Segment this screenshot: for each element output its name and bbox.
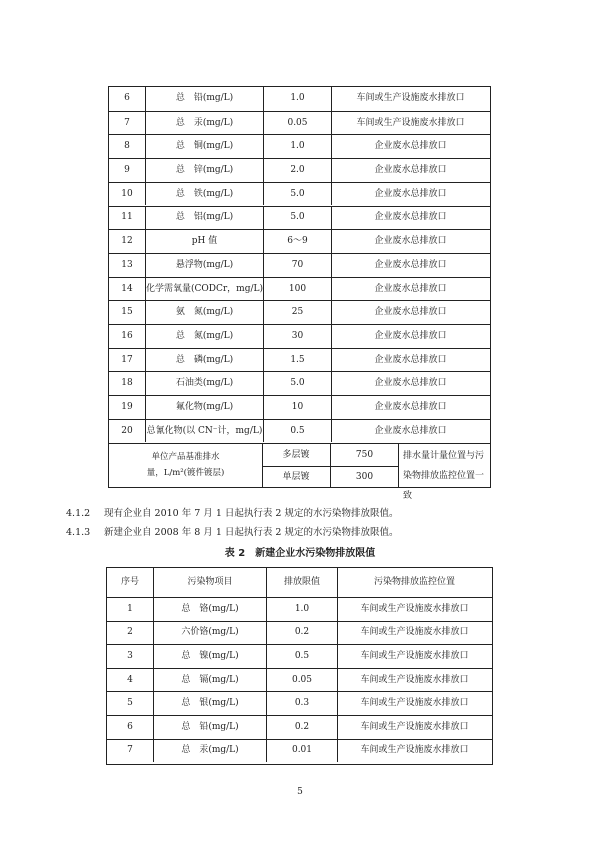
table-row [107,739,492,763]
cell-location: 企业废水总排放口 [331,420,489,443]
cell-limit: 1.0 [266,598,337,621]
cell-no: 4 [127,674,133,685]
cell-limit: 1.0 [263,87,331,111]
table-row [109,134,490,158]
cell-item: 总 铜(mg/L) [145,135,263,158]
cell-limit: 0.5 [266,645,337,668]
cell-limit: 0.3 [266,692,337,715]
cell-item: 总氰化物(以 CN⁻计，mg/L) [145,420,263,443]
table-row [109,229,490,253]
table-1-continued [108,86,491,501]
cell-location: 企业废水总排放口 [331,278,489,301]
cell-no: 9 [124,165,130,176]
unit-water-label-line1: 单位产品基准排水 [151,452,220,462]
cell-location: 企业废水总排放口 [331,325,489,348]
cell-no: 12 [121,236,133,247]
cell-item: 总 镉(mg/L) [153,669,266,692]
table-row [107,621,492,645]
clause-text: 新建企业自 2008 年 8 月 1 日起执行表 2 规定的水污染物排放限值。 [104,527,399,538]
table-row [109,277,490,301]
table-2 [106,567,493,765]
cell-no: 16 [121,330,133,341]
cell-limit: 0.5 [263,420,331,443]
table-row [109,324,490,348]
unit-water-label-line2: 量，L/m²(镀件镀层) [146,468,225,478]
cell-location: 车间或生产设施废水排放口 [331,112,489,135]
unit-water-location-divider [398,444,399,487]
cell-limit: 1.5 [263,349,331,372]
table-row [109,253,490,277]
cell-limit: 6～9 [263,230,331,253]
cell-item: 总 锌(mg/L) [145,159,263,182]
cell-limit: 5.0 [263,207,331,230]
cell-limit: 10 [263,396,331,419]
cell-no: 11 [121,212,133,223]
cell-limit: 2.0 [263,159,331,182]
table-row [109,111,490,135]
page-number: 5 [297,787,303,797]
cell-limit: 0.2 [266,716,337,739]
cell-location: 车间或生产设施废水排放口 [337,598,491,621]
cell-no: 17 [121,354,133,365]
cell-location: 车间或生产设施废水排放口 [337,716,491,739]
cell-limit: 100 [263,278,331,301]
paragraph-4-1-3 [66,527,398,539]
cell-limit: 5.0 [263,183,331,206]
cell-item: 总 氮(mg/L) [145,325,263,348]
cell-item: 化学需氧量(CODCr，mg/L) [145,278,263,301]
cell-location: 企业废水总排放口 [331,349,489,372]
multi-layer-label: 多层镀 [282,449,310,460]
header-limit: 排放限值 [266,568,337,597]
cell-no: 6 [127,721,133,732]
clause-number: 4.1.3 [66,527,91,538]
cell-no: 15 [121,307,133,318]
clause-number: 4.1.2 [66,508,91,519]
cell-location: 企业废水总排放口 [331,207,489,230]
table-row [109,87,490,111]
cell-item: 总 汞(mg/L) [145,112,263,135]
table-row-unit-water [109,443,490,501]
multi-layer-value: 750 [330,444,398,466]
cell-no: 7 [124,117,130,128]
cell-location: 企业废水总排放口 [331,372,489,395]
cell-item: 石油类(mg/L) [145,372,263,395]
cell-no: 13 [121,259,133,270]
cell-no: 14 [121,283,133,294]
cell-item: 悬浮物(mg/L) [145,254,263,277]
cell-no: 7 [127,745,133,756]
single-layer-value: 300 [330,466,398,488]
cell-location: 车间或生产设施废水排放口 [337,740,491,763]
cell-no: 20 [121,425,133,436]
cell-limit: 5.0 [263,372,331,395]
cell-no: 18 [121,378,133,389]
cell-location: 企业废水总排放口 [331,301,489,324]
cell-location: 企业废水总排放口 [331,135,489,158]
table-header-row [107,568,492,597]
cell-item: 总 磷(mg/L) [145,349,263,372]
cell-limit: 70 [263,254,331,277]
cell-limit: 1.0 [263,135,331,158]
table-row [107,668,492,692]
table-row [107,715,492,739]
cell-item: 总 铅(mg/L) [153,716,266,739]
cell-item: 氨 氮(mg/L) [145,301,263,324]
table-row [109,419,490,443]
cell-no: 19 [121,402,133,413]
cell-limit: 0.2 [266,622,337,645]
clause-text: 现有企业自 2010 年 7 月 1 日起执行表 2 规定的水污染物排放限值。 [104,508,399,519]
cell-location: 企业废水总排放口 [331,230,489,253]
table-row [109,182,490,206]
header-location: 污染物排放监控位置 [337,568,491,597]
cell-location: 企业废水总排放口 [331,159,489,182]
cell-item: pH 值 [145,230,263,253]
cell-no: 8 [124,141,130,152]
cell-no: 6 [124,93,130,104]
cell-item: 总 铅(mg/L) [145,87,263,111]
cell-location: 车间或生产设施废水排放口 [337,692,491,715]
cell-no: 2 [127,627,133,638]
cell-item: 总 汞(mg/L) [153,740,266,763]
table-row [107,691,492,715]
table-row [109,371,490,395]
cell-no: 10 [121,188,133,199]
cell-item: 总 铬(mg/L) [153,598,266,621]
header-no: 序号 [120,577,139,588]
table-row [107,644,492,668]
cell-limit: 0.05 [263,112,331,135]
unit-water-location: 排水量计量位置与污染物排放监控位置一致 [403,451,485,501]
table-row [107,597,492,621]
cell-limit: 30 [263,325,331,348]
cell-location: 企业废水总排放口 [331,396,489,419]
unit-water-label [109,449,262,481]
cell-item: 总 铝(mg/L) [145,207,263,230]
cell-limit: 0.01 [266,740,337,763]
table-2-caption: 表 2 新建企业水污染物排放限值 [224,548,376,559]
cell-limit: 25 [263,301,331,324]
table-row [109,206,490,230]
paragraph-4-1-2 [66,508,398,520]
cell-location: 车间或生产设施废水排放口 [337,645,491,668]
cell-location: 车间或生产设施废水排放口 [337,669,491,692]
cell-no: 1 [127,603,133,614]
table-row [109,158,490,182]
cell-item: 总 铁(mg/L) [145,183,263,206]
cell-item: 六价铬(mg/L) [153,622,266,645]
cell-location: 企业废水总排放口 [331,254,489,277]
header-item: 污染物项目 [153,568,266,597]
table-row [109,348,490,372]
cell-no: 5 [127,698,133,709]
cell-no: 3 [127,651,133,662]
cell-item: 总 银(mg/L) [153,692,266,715]
cell-limit: 0.05 [266,669,337,692]
cell-item: 总 镍(mg/L) [153,645,266,668]
cell-item: 氟化物(mg/L) [145,396,263,419]
cell-location: 车间或生产设施废水排放口 [331,87,489,111]
table-row [109,395,490,419]
cell-location: 企业废水总排放口 [331,183,489,206]
cell-location: 车间或生产设施废水排放口 [337,622,491,645]
single-layer-label: 单层镀 [282,471,310,482]
table-row [109,300,490,324]
